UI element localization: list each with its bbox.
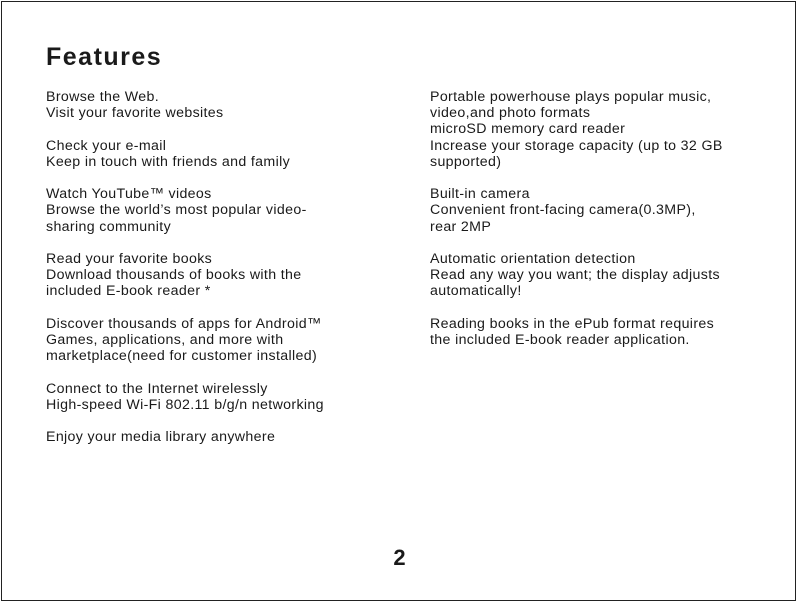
feature-books bbox=[46, 251, 376, 300]
feature-apps bbox=[46, 316, 376, 365]
feature-heading: Built-in camera bbox=[430, 186, 530, 203]
feature-description: High-speed Wi-Fi 802.11 b/g/n networking bbox=[46, 396, 324, 413]
feature-description: Keep in touch with friends and family bbox=[46, 153, 291, 170]
feature-description: rear 2MP bbox=[430, 218, 492, 235]
feature-heading: Browse the Web. bbox=[46, 89, 160, 105]
feature-heading: Connect to the Internet wirelessly bbox=[46, 380, 268, 397]
feature-description: automatically! bbox=[430, 283, 522, 300]
feature-wifi bbox=[46, 381, 376, 413]
feature-youtube bbox=[46, 186, 376, 235]
feature-description: Convenient front-facing camera(0.3MP), bbox=[430, 202, 696, 219]
feature-orientation bbox=[430, 251, 750, 300]
feature-description: supported) bbox=[430, 153, 502, 170]
feature-description: sharing community bbox=[46, 218, 172, 235]
feature-heading: Enjoy your media library anywhere bbox=[46, 429, 276, 446]
page-number: 2 bbox=[393, 545, 406, 570]
feature-heading: Portable powerhouse plays popular music, bbox=[430, 89, 712, 105]
feature-epub-note bbox=[430, 316, 750, 348]
feature-description: video,and photo formats bbox=[430, 105, 591, 122]
right-feature-column bbox=[430, 89, 750, 364]
feature-powerhouse bbox=[430, 89, 750, 170]
feature-description: Games, applications, and more with bbox=[46, 331, 284, 348]
feature-description: Browse the world’s most popular video- bbox=[46, 202, 307, 219]
feature-heading: Discover thousands of apps for Android™ bbox=[46, 315, 322, 332]
feature-camera bbox=[430, 186, 750, 235]
feature-email bbox=[46, 138, 376, 170]
feature-description: Visit your favorite websites bbox=[46, 105, 224, 122]
feature-description: Download thousands of books with the bbox=[46, 267, 302, 284]
feature-heading: Read your favorite books bbox=[46, 250, 213, 267]
left-feature-column bbox=[46, 89, 376, 462]
feature-description: microSD memory card reader bbox=[430, 121, 626, 138]
feature-heading: Automatic orientation detection bbox=[430, 251, 636, 267]
feature-heading: Reading books in the ePub format requires bbox=[430, 315, 715, 332]
feature-description: the included E-book reader application. bbox=[430, 332, 690, 348]
feature-heading: Watch YouTube™ videos bbox=[46, 186, 212, 203]
feature-heading: Check your e-mail bbox=[46, 137, 167, 154]
page-title: Features bbox=[46, 43, 163, 71]
feature-description: included E-book reader * bbox=[46, 283, 211, 300]
feature-media bbox=[46, 429, 376, 445]
feature-description: marketplace(need for customer installed) bbox=[46, 348, 318, 365]
manual-page bbox=[1, 1, 796, 601]
feature-browse-web bbox=[46, 89, 376, 121]
feature-description: Increase your storage capacity (up to 32 GB bbox=[430, 137, 723, 154]
feature-description: Read any way you want; the display adjusts bbox=[430, 267, 720, 284]
